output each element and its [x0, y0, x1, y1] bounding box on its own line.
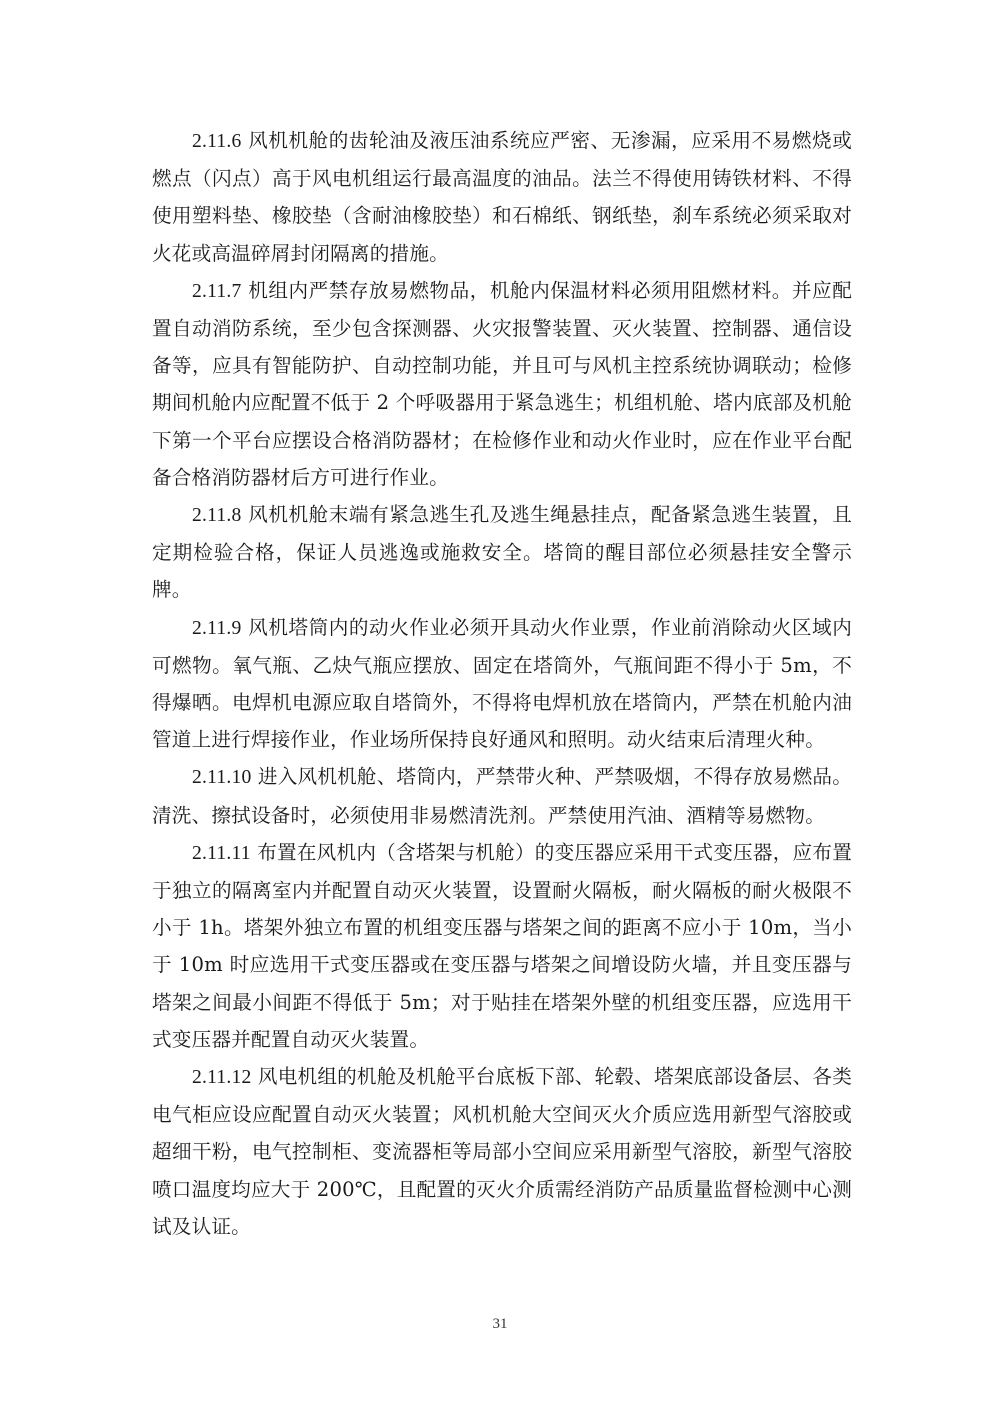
clause-number: 2.11.11 — [192, 842, 251, 864]
body-text — [152, 122, 852, 1245]
paragraph-2-11-6 — [152, 122, 852, 272]
paragraph-2-11-7 — [152, 272, 852, 496]
page-number: 31 — [492, 1316, 508, 1332]
clause-number: 2.11.12 — [192, 1067, 252, 1089]
paragraph-2-11-10 — [152, 758, 852, 833]
clause-text: 风机机舱末端有紧急逃生孔及逃生绳悬挂点，配备紧急逃生装置，且定期检验合格，保证人员逃逸或施救安全。塔筒的醒目部位必须悬挂安全警示牌。 — [152, 503, 852, 602]
clause-number: 2.11.7 — [192, 280, 242, 302]
clause-number: 2.11.10 — [192, 767, 252, 789]
clause-number: 2.11.6 — [192, 131, 242, 152]
paragraph-2-11-8 — [152, 496, 852, 609]
paragraph-2-11-12 — [152, 1058, 852, 1245]
clause-text: 风电机组的机舱及机舱平台底板下部、轮毂、塔架底部设备层、各类电气柜应设应配置自动灭火装置；风机机舱大空间灭火介质应选用新型气溶胶或超细干粉，电气控制柜、变流器柜等局部小空间应采用新型气溶胶，新型气溶胶喷口温度均应大于 200℃，且配置的灭火介质需经消防产品质量监督检测中心测试及认证。 — [152, 1065, 852, 1238]
paragraph-2-11-11 — [152, 834, 852, 1058]
clause-text: 进入风机机舱、塔筒内，严禁带火种、严禁吸烟，不得存放易燃品。清洗、擦拭设备时，必须使用非易燃清洗剂。严禁使用汽油、酒精等易燃物。 — [152, 765, 852, 827]
clause-text: 风机塔筒内的动火作业必须开具动火作业票，作业前消除动火区域内可燃物。氧气瓶、乙炔气瓶应摆放、固定在塔筒外，气瓶间距不得小于 5m，不得爆晒。电焊机电源应取自塔筒外，不得将电焊机放在塔筒内，严禁在机舱内油管道上进行焊接作业，作业场所保持良好通风和照明。动火结束后清理火种。 — [152, 615, 852, 752]
clause-text: 机组内严禁存放易燃物品，机舱内保温材料必须用阻燃材料。并应配置自动消防系统，至少包含探测器、火灾报警装置、灭火装置、控制器、通信设备等，应具有智能防护、自动控制功能，并且可与风机主控系统协调联动；检修期间机舱内应配置不低于 2 个呼吸器用于紧急逃生；机组机舱、塔内底部及机舱下第一个平台应摆设合格消防器材；在检修作业和动火作业时，应在作业平台配备合格消防器材后方可进行作业。 — [152, 278, 852, 489]
clause-text: 布置在风机内（含塔架与机舱）的变压器应采用干式变压器，应布置于独立的隔离室内并配置自动灭火装置，设置耐火隔板，耐火隔板的耐火极限不小于 1h。塔架外独立布置的机组变压器与塔架之间的距离不应小于 10m，当小于 10m 时应选用干式变压器或在变压器与塔架之间增设防火墙，并且变压器与塔架之间最小间距不得低于 5m；对于贴挂在塔架外壁的机组变压器，应选用干式变压器并配置自动灭火装置。 — [152, 840, 852, 1051]
clause-text: 风机机舱的齿轮油及液压油系统应严密、无渗漏，应采用不易燃烧或燃点（闪点）高于风电机组运行最高温度的油品。法兰不得使用铸铁材料、不得使用塑料垫、橡胶垫（含耐油橡胶垫）和石棉纸、钢纸垫，刹车系统必须采取对火花或高温碎屑封闭隔离的措施。 — [152, 129, 852, 265]
clause-number: 2.11.9 — [192, 617, 242, 639]
paragraph-2-11-9 — [152, 609, 852, 759]
clause-number: 2.11.8 — [192, 505, 242, 527]
